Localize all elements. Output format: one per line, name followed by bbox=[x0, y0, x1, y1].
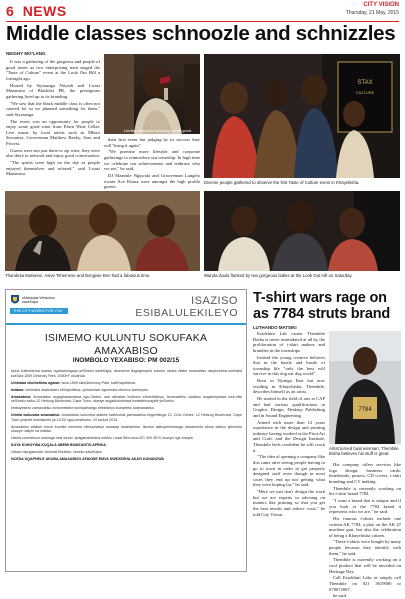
photo-thembile-botha-image bbox=[329, 331, 401, 444]
tshirt-byline: LUTHANDO MATSIKI bbox=[253, 325, 297, 330]
main-story-column-1 bbox=[6, 59, 100, 192]
story-paragraph: His famous t-shirts include one written AK 7784, a play on the AK 47 machine gun, but also the celebration of being a Khayelitsha citizen. bbox=[329, 515, 401, 538]
caption-wanda-zaula: Wanda Zaula flanked by two gorgeous ladies at the Look Out Hill on Saturday. bbox=[204, 273, 353, 278]
tshirt-headline: T-shirt wars rage on as 7784 struts brand bbox=[253, 290, 391, 322]
story-paragraph: Thembile is currently working on his t-shirt brand 7784. bbox=[329, 485, 401, 497]
story-paragraph: The event was an opportunity for people to enjoy some good wine from Elsen Wine Cellar. Live music by local artists such as Mbizo Sewanisa, Grooveman Matthew Baxby, Stax and Piscess. bbox=[6, 118, 100, 146]
photo-wanda-zaula bbox=[204, 191, 400, 271]
notice-rule bbox=[6, 323, 246, 325]
photo-wine-tasting bbox=[104, 54, 200, 134]
photo-three-ladies bbox=[5, 191, 200, 271]
notice-main-title-2: AMAXABISO bbox=[94, 345, 158, 357]
svg-text:CULTURE: CULTURE bbox=[355, 90, 375, 95]
story-paragraph: He started in the field of arts at CAP and had various qualifications in Graphic Design, Desktop Publishing and in Sound Engineering. bbox=[253, 396, 325, 418]
story-paragraph: Hosted by Siyasanga Ntiyadi and Lwazi Mazamisa of Blacklist PR, the prestigious gathering lived up to its branding. bbox=[6, 82, 100, 99]
notice-label: Indawo: bbox=[11, 387, 25, 392]
svg-text:STAX: STAX bbox=[357, 80, 373, 86]
story-paragraph: DJ Mzamile Ngqwala and Grooveman Lungelo owner Ace Khasa were amongst the high profile guests. bbox=[104, 172, 200, 190]
public-notice-advert bbox=[5, 289, 247, 572]
photo-thembile-botha bbox=[329, 331, 401, 444]
brand-name: CITY VISION bbox=[363, 2, 399, 8]
story-paragraph: their first event but judging by its success they will "bring it again". bbox=[104, 137, 200, 148]
notice-paragraph bbox=[11, 413, 242, 422]
story-paragraph: "Here we just don't design the work but we are experts in advising on matters like printing so that you get the best results and reduce costs," he told City Vision. bbox=[253, 489, 325, 517]
photo-crowd bbox=[204, 54, 400, 178]
story-paragraph: Eziokhini Lab owner Thembile Botha is never intimidated at all by the proliferation of t-shirt makers and brandies in the townships. bbox=[253, 331, 325, 353]
notice-footer-text: NCEDA UQAPHELE UKUBA AMAXABISO AFAKWE EMVA KWEXESHA AKAYI KUNANZWA bbox=[11, 457, 165, 462]
story-paragraph: he said. bbox=[333, 593, 348, 599]
story-paragraph: "The idea of opening a company like this came after seeing people having to go to town in order to get properly designed stuff even though in most cases they end up not getting what they were hoping for," he said. bbox=[253, 454, 325, 488]
story-paragraph: "We saw that the black middle class is often not catered for so we planned something for them," said Siyasanga. bbox=[6, 100, 100, 117]
story-paragraph: It was a gathering of the gorgeous and people of good tastes as two enterprising men staged the "Taste of Culture" event at the Look Out Hill a fortnight ago. bbox=[6, 59, 100, 81]
notice-text: Amaxabiso angaphakamiswa ngu-Sixeko, aze abhalwe kwifomu efanelekileyo. Amaxwebhu axabiso angafunyanwa kwii-ofisi zeSixeko eziku-12 Hertzog Boulevard, Cape Town, okanye angakhutshelwa kwiwebhusayithi yeSixeko. bbox=[11, 394, 242, 404]
notice-paragraph bbox=[11, 395, 242, 404]
photo-crowd-image bbox=[204, 54, 400, 178]
tshirt-story-column-1 bbox=[253, 331, 325, 573]
notice-text: Amaxabiso kufuneka afakwe kwibhokisi yamaxabiso engoHlanga 12, Civic Centre, 12 Hertzog Boulevard, Cape Town phambi kwentsimbi ye-10:00 ngoLwesihlanu, 19 kaJuni 2015. bbox=[11, 413, 242, 422]
caption-crowd: Diverse people gathered to observe the first Taste of Culture event in Khayelitsha. bbox=[204, 180, 360, 185]
notice-paragraph bbox=[11, 381, 242, 386]
page-number: 6 bbox=[6, 3, 15, 19]
city-logo-slogan: THIS CITY WORKS FOR YOU bbox=[13, 308, 63, 313]
notice-footer bbox=[11, 457, 242, 462]
notice-paragraph bbox=[11, 388, 242, 393]
notice-label: Umhla wokuvala amaxabiso: bbox=[11, 413, 61, 418]
notice-closing-text: KUYA KUHOYWA KUQALA ABEMI BOMZANTSI AFRIKA. bbox=[11, 443, 107, 448]
notice-title: ISAZISO bbox=[191, 295, 238, 307]
story-paragraph: "The spirits were high on the day as people enjoyed themselves and relaxed," said Lwazi Mazamisa. bbox=[6, 160, 100, 177]
story-paragraph: Born in Nyanga East but now residing in Khayelitsha, Thembile, describes himself as an artist. bbox=[253, 378, 325, 395]
section-name: NEWS bbox=[22, 3, 67, 19]
notice-label: Amaxabiso: bbox=[11, 394, 32, 399]
story-paragraph: Armed with more than 12 years experience in the design and printing industry having worked at the Print Art and Craft, and the Design Institute, Thembile feels confident he will crack it. bbox=[253, 419, 325, 453]
notice-label: Umhlaba ekuthethwa ngawo: bbox=[11, 380, 61, 385]
main-story-column-2 bbox=[104, 137, 200, 193]
caption-three-ladies: Thandeka Mutiweni, Asive Tshemese and Bongiwe Ben had a fabulous time. bbox=[5, 273, 151, 278]
photo-three-ladies-image bbox=[5, 191, 200, 271]
photo-wine-tasting-image bbox=[104, 54, 200, 134]
story-paragraph: Thembile is currently working on a cool product that will be unveiled on Heritage Day. bbox=[329, 557, 401, 574]
main-byline: NEIGHY MO'LANG bbox=[6, 51, 46, 56]
svg-text:7784: 7784 bbox=[358, 407, 372, 413]
masthead bbox=[0, 0, 405, 22]
notice-header bbox=[6, 290, 246, 322]
story-paragraph: Call Eziokhini Labs or simply call Thembile on 021 3619000 or 078072867, bbox=[329, 575, 401, 592]
notice-main-title: ISIMEMO KULUNTU SOKUFAKA bbox=[44, 332, 208, 344]
story-paragraph: "We promise more lifestyle and corporate gatherings to reintroduce our township. In high time we celebrate our achievements and embrace who we are," he said. bbox=[104, 149, 200, 172]
city-crest-icon bbox=[10, 294, 20, 306]
story-paragraph: "These t-shirts were bought by many people because they identify with them," he said. bbox=[329, 539, 401, 556]
story-paragraph: Guests were not just there to sip wine, they were also there to network and enjoy good conversation. bbox=[6, 147, 100, 159]
notice-paragraph: Iimbuyekezo zamaxabiso zixhomekeke kumiqathango ebekiweyo kuxwebhu lwamaxabiso. bbox=[11, 406, 155, 411]
notice-contact: Ulwazi olungakumbi: Achmat Ebrahim, Isixeko saseKapa bbox=[11, 450, 102, 455]
notice-reference: INOMBOLO YEXABISO: PM 002/15 bbox=[72, 357, 180, 364]
notice-text: Umhlaba ukwindawo eKhayelitsha, uphawulwe ngombala obomvu kwimephu. bbox=[25, 387, 150, 392]
main-headline: Middle classes schnoozle and schnizzles bbox=[6, 22, 396, 45]
photo-wanda-zaula-image bbox=[204, 191, 400, 271]
story-paragraph: Instead the young creative believes that in the hustle and bustle of township life "only the best will survive in this dog eat dog world". bbox=[253, 354, 325, 377]
city-logo bbox=[10, 294, 68, 316]
notice-paragraph: Ukuba unemibuzo malunga nesi sicelo, qhagamshelana noMnu Lwazi Bibo kwa-021 400 4570 okanye nge-imeyile. bbox=[11, 436, 194, 441]
notice-body bbox=[11, 369, 242, 464]
notice-text: Isiza 1509 sikwiDelcrosy Park, kwiKhayelitsha. bbox=[61, 380, 136, 385]
city-logo-bar bbox=[10, 308, 68, 314]
caption-wine-tasting: Lindiwe Mbundu sampling some good wine. bbox=[124, 128, 192, 138]
city-logo-name: uMasipala Wesixeko saseKapa bbox=[22, 296, 55, 304]
section-label bbox=[6, 3, 67, 19]
tshirt-story-column-2 bbox=[329, 462, 401, 599]
notice-closing bbox=[11, 443, 242, 448]
notice-paragraph: Amaxabiso afakwe emva komhla nexesha elichaziweyo awasayi kwamkelwa. Isixeko asibophelekanga ukwamkela elona xabiso liphezulu okanye naliphi na ixabiso. bbox=[11, 424, 242, 434]
story-paragraph: "I want a brand that is unique and if you look at the 7784 brand it represents who we are," he said. bbox=[329, 497, 401, 515]
notice-subtitle: ESIBALULEKILEYO bbox=[135, 307, 238, 319]
caption-thembile-botha: Artist turned businessman, Thembile Botha believes his stuff is great. bbox=[329, 446, 399, 456]
issue-date: Thursday, 21 May, 2015 bbox=[345, 10, 399, 16]
story-paragraph: His company offers services like logo design, business cards, letterheads, posters, CD covers, t-shirt branding and CV making. bbox=[329, 462, 401, 484]
notice-paragraph: Apha kukhutshwa isaziso ngokwemigaqo yeSixeko saseKapa, ukumema iingcaphephe zoluntu ukuba zifake amaxabiso okuphuhlisa umhlaba kwiSiza 1509 Delcrosy Park, 2050m² ubukhulu. bbox=[11, 369, 242, 378]
